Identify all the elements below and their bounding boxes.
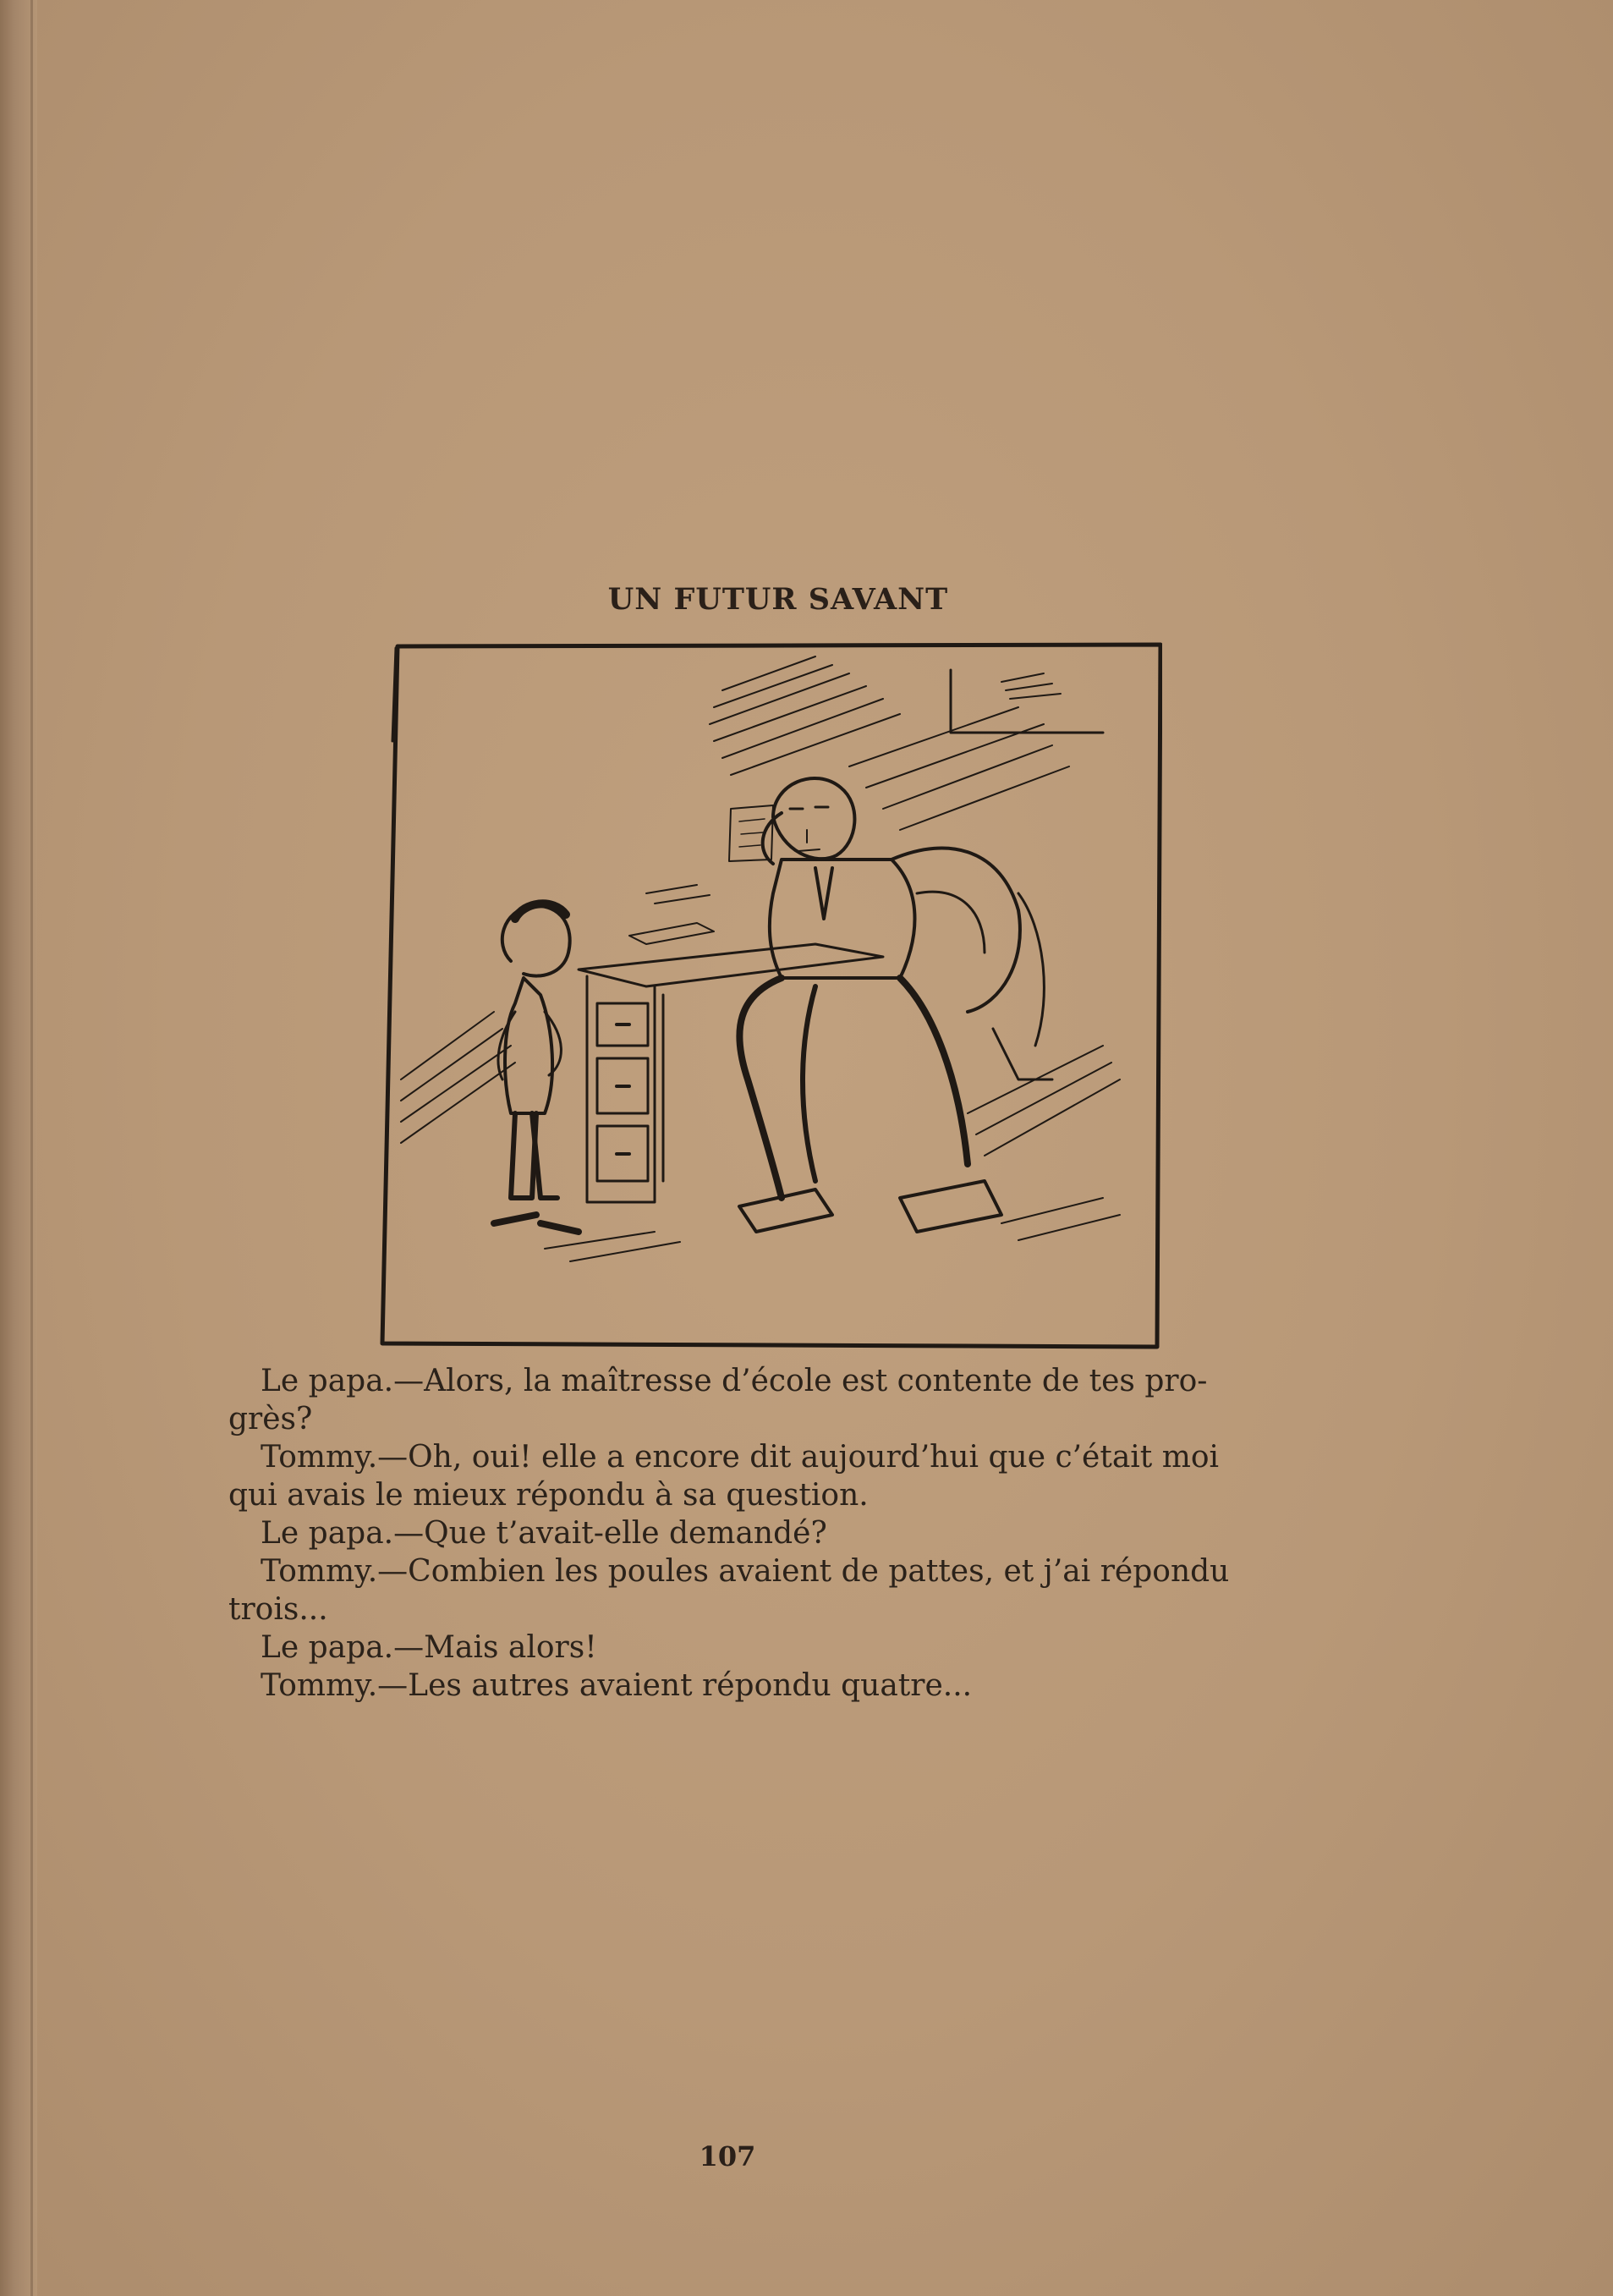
binding-crease — [30, 0, 33, 2296]
cartoon-father-and-son-icon — [376, 640, 1162, 1350]
dialogue-text — [222, 1362, 1287, 1705]
dialogue-line: Le papa.—Mais alors! — [261, 1630, 597, 1665]
dialogue-line: grès? — [228, 1402, 313, 1436]
dialogue-line: Tommy.—Oh, oui! elle a encore dit aujourd’hui que c’était moi — [261, 1440, 1220, 1475]
dialogue-line: Le papa.—Alors, la maîtresse d’école est contente de tes pro- — [261, 1364, 1208, 1398]
dialogue-line: Tommy.—Les autres avaient répondu quatre... — [261, 1668, 973, 1703]
dialogue-line: trois... — [228, 1592, 328, 1627]
dialogue-line: Tommy.—Combien les poules avaient de pattes, et j’ai répondu — [261, 1554, 1230, 1589]
dialogue-line: Le papa.—Que t’avait-elle demandé? — [261, 1516, 827, 1551]
page-number: 107 — [699, 2140, 756, 2172]
dialogue-line: qui avais le mieux répondu à sa question. — [228, 1478, 869, 1513]
page-title: UN FUTUR SAVANT — [607, 582, 949, 617]
